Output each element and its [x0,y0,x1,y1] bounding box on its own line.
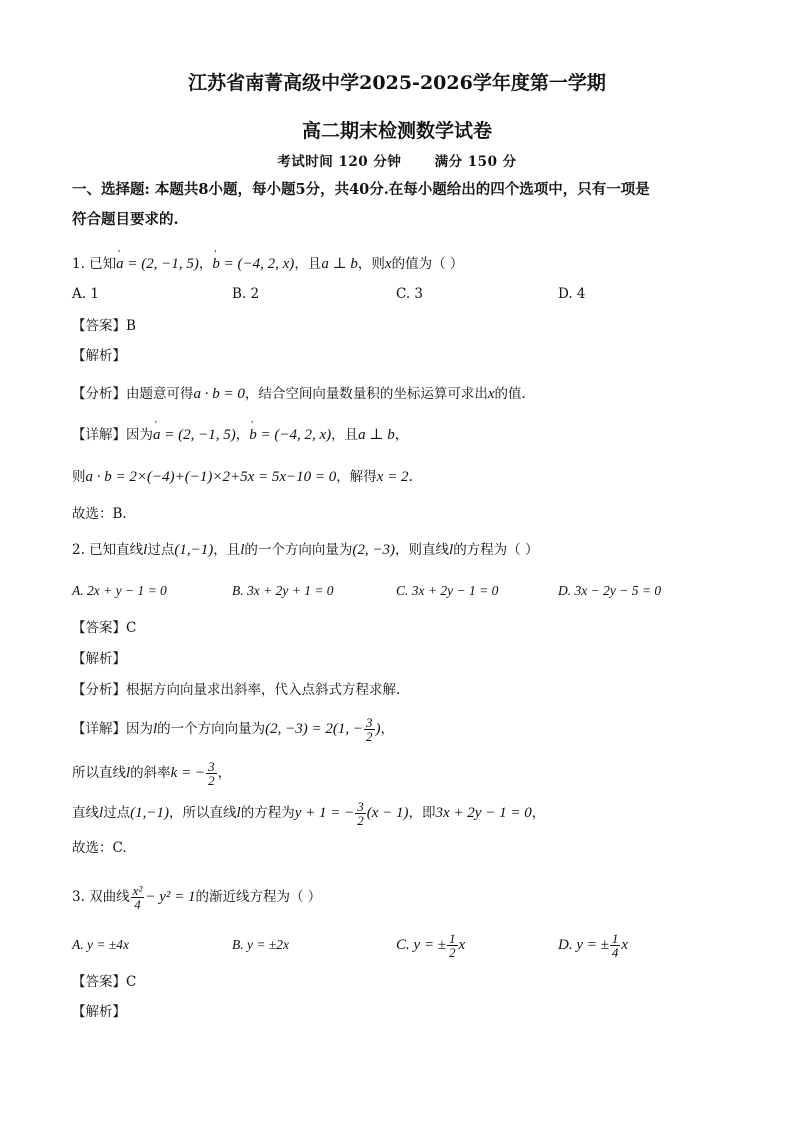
q1-option-d: D. 4 [558,286,586,302]
perp-condition: a ⊥ b [321,256,358,272]
q2-detail: 【详解】因为l的一个方向向量为(2, −3) = 2(1, − $\frac{3}{2}$ )， [72,715,395,744]
q1-choose: 故选：B. [72,506,127,522]
page-title: 江苏省南菁高级中学2025-2026学年度第一学期 [188,72,606,94]
q3-solution-label: 【解析】 [72,1004,126,1020]
q3-option-c: C. y = ± $\frac{1}{2}$ x [396,931,466,960]
q2-answer: 【答案】C [72,620,137,636]
question-1-stem: 1. 已知' a = (2, −1, 5)，' b = (−4, 2, x)，且a ⊥ b，则x的值为（ ） [72,254,463,274]
fraction-3-2: $\frac{3}{2}$ [366,715,373,744]
page-subtitle: 高二期末检测数学试卷 [301,120,492,142]
q1-answer: 【答案】B [72,318,136,334]
q1-option-a: A. 1 [72,286,99,302]
q2-analysis: 【分析】根据方向向量求出斜率，代入点斜式方程求解. [72,682,401,698]
q2-option-d: D. 3x − 2y − 5 = 0 [558,583,662,598]
q1-calculation: 则a · b = 2×(−4)+(−1)×2+5x = 5x−10 = 0，解得x = 2. [72,469,413,485]
q2-option-b: B. 3x + 2y + 1 = 0 [232,583,334,598]
question-2-stem: 2. 已知直线l过点(1,−1)，且l的一个方向向量为(2, −3)，则直线l的方程为（ ） [72,542,539,558]
section-heading-cont: 符合题目要求的. [72,211,179,228]
vector-a: ' a = (2, −1, 5) [116,254,199,274]
q1-solution-label: 【解析】 [72,348,126,364]
q3-option-d: D. y = ± $\frac{1}{4}$ x [558,931,629,960]
exam-time: 考试时间 120 分钟 [277,154,402,170]
q2-choose: 故选：C. [72,840,127,856]
question-3-stem: 3. 双曲线 $\frac{\text{x²}}{4}$ − y² = 1的渐近线方程为（ ） [72,883,322,912]
q3-answer: 【答案】C [72,974,137,990]
fraction-x2-4: $\frac{\text{x²}}{4}$ [132,883,143,912]
q1-analysis: 【分析】由题意可得a · b = 0，结合空间向量数量积的坐标运算可求出x的值. [72,386,526,402]
section-heading: 一、选择题: 本题共8小题，每小题5分，共40分.在每小题给出的四个选项中，只有一项是 [72,181,650,198]
q1-option-b: B. 2 [232,286,260,302]
full-score: 满分 150 分 [434,154,517,170]
q2-line-equation: 直线l过点(1,−1)，所以直线l的方程为y + 1 = − $\frac{3}{2}$ (x − 1)，即3x + 2y − 1 = 0， [72,799,546,828]
q3-option-b: B. y = ±2x [232,937,289,952]
exam-info [0,150,794,170]
q2-solution-label: 【解析】 [72,651,126,667]
q2-option-a: A. 2x + y − 1 = 0 [72,583,167,598]
q3-option-a: A. y = ±4x [72,937,129,952]
vector-b: ' b = (−4, 2, x) [212,254,294,274]
q1-option-c: C. 3 [396,286,424,302]
q2-slope: 所以直线l的斜率k = − $\frac{3}{2}$ ， [72,759,232,788]
q1-detail: 【详解】因为' a = (2, −1, 5)，' b = (−4, 2, x)，且a ⊥ b， [72,425,408,445]
q2-option-c: C. 3x + 2y − 1 = 0 [396,583,499,598]
